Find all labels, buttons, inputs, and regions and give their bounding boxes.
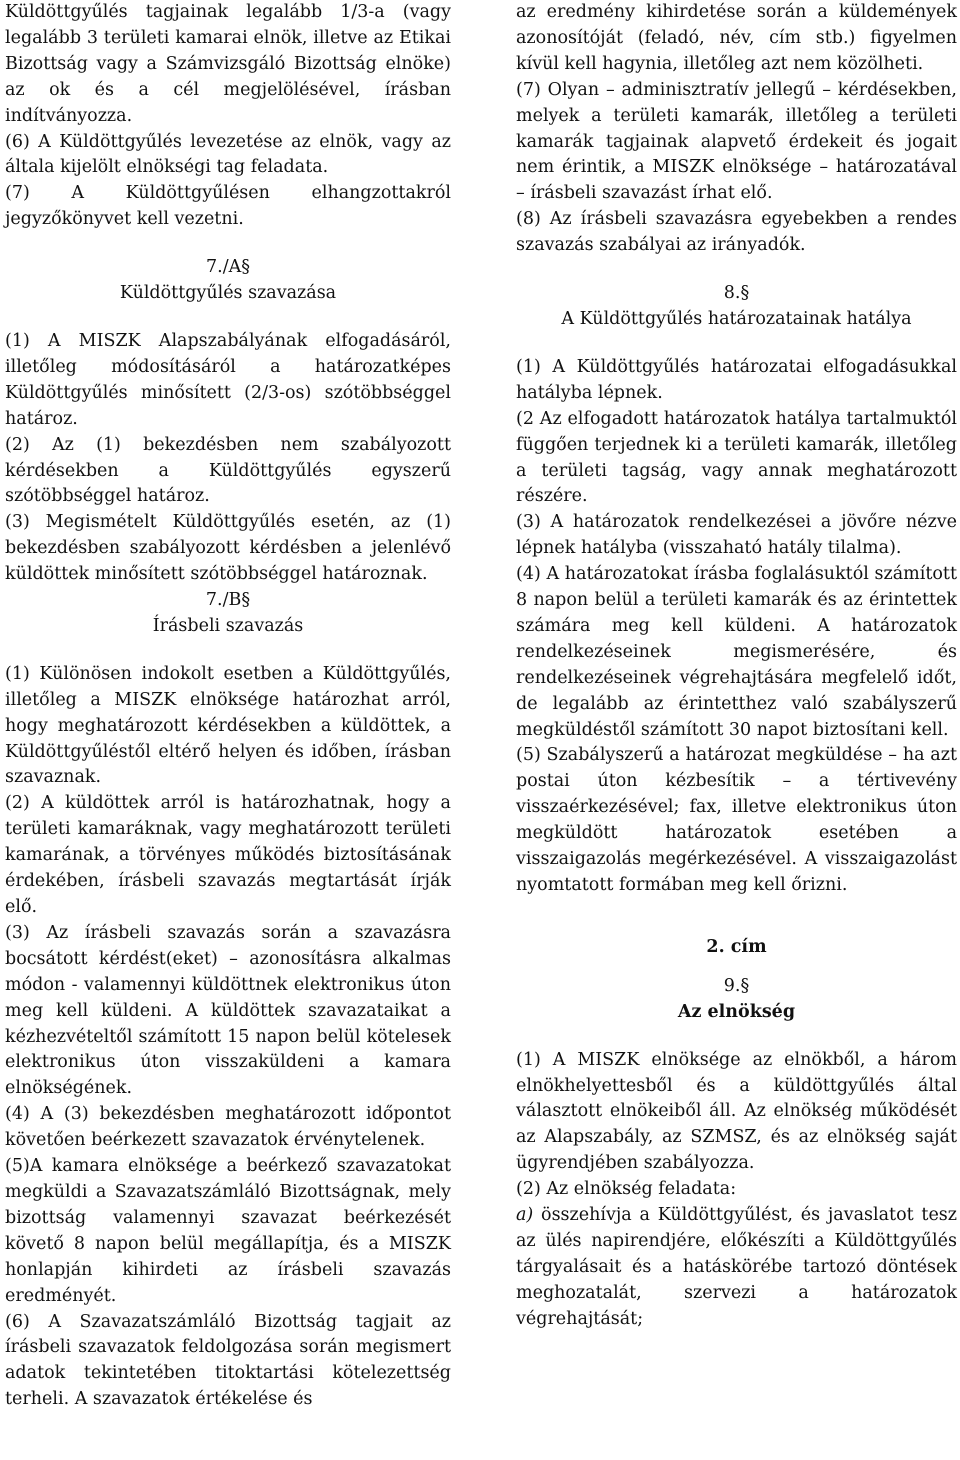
section-8-title: A Küldöttgyűlés határozatainak hatálya	[561, 308, 912, 329]
section-7b-paragraph-3: (3) Az írásbeli szavazás során a szavazásra bocsátott kérdést(eket) – azonosításra alkalmas módon - valamennyi küldöttnek elektronikus úton meg kell küldeni. A küldöttek szavazataikat a kézhezvételtől számított 15 napon belül kötelesek elektronikus úton visszaküldeni a kamara elnökségének.	[5, 922, 451, 1099]
section-9-paragraph-2: (2) Az elnökség feladata:	[516, 1179, 737, 1200]
chapter-heading: 2. cím	[706, 936, 767, 957]
paragraph-7: (7) Olyan – adminisztratív jellegű – kérdésekben, melyek a területi kamarák, illetőleg a területi kamarák tagjainak alapvető érdekeit és jogait nem érintik, a MISZK elnöksége – határozatával – írásbeli szavazást írhat elő.	[516, 79, 957, 204]
section-7a-paragraph-2: (2) Az (1) bekezdésben nem szabályozott kérdésekben a Küldöttgyűlés egyszerű szótöbbséggel határoz.	[5, 434, 451, 507]
left-column	[5, 0, 451, 1413]
paragraph-7: (7) A Küldöttgyűlésen elhangzottakról jegyzőkönyvet kell vezetni.	[5, 183, 451, 230]
paragraph-8: (8) Az írásbeli szavazásra egyebekben a rendes szavazás szabályai az irányadók.	[516, 209, 957, 256]
section-7a-title: Küldöttgyűlés szavazása	[119, 283, 337, 304]
section-8-paragraph-2: (2 Az elfogadott határozatok hatálya tartalmuktól függően terjednek ki a területi kamarák, illetőleg a területi tagság, vagy annak meghatározott részére.	[516, 408, 957, 507]
section-7a-number: 7./A§	[206, 257, 250, 278]
continuation-paragraph: az eredmény kihirdetése során a küldemények azonosítóját (feladó, név, cím stb.) figyelmen kívül kell hagynia, illetőleg azt nem közölheti.	[516, 2, 957, 74]
section-8-paragraph-3: (3) A határozatok rendelkezései a jövőre nézve lépnek hatályba (visszaható hatály tilalma).	[516, 512, 957, 559]
paragraph-intro: Küldöttgyűlés tagjainak legalább 1/3-a (vagy legalább 3 területi kamarai elnök, illetve az Etikai Bizottság vagy a Számvizsgáló Bizottság elnöke) az ok és a cél megjelölésével, írásban indítványozza.	[5, 2, 451, 126]
section-9-paragraph-1: (1) A MISZK elnöksége az elnökből, a három elnökhelyettesből és a küldöttgyűlés által választott elnökeiből áll. Az elnökség működését az Alapszabály, az SZMSZ, és az elnökség saját ügyrendjében szabályozza.	[516, 1049, 957, 1174]
section-8-paragraph-4: (4) A határozatokat írásba foglalásuktól számított 8 napon belül a területi kamarák és az érintettek számára meg kell küldeni. A határozatok rendelkezéseinek megismerésére, és rendelkezéseinek végrehajtására megfelelő időt, de legalább az érintetthez való szabályszerű megküldéstől számított 30 napot biztosítani kell.	[516, 564, 957, 740]
section-8-number: 8.§	[723, 283, 750, 304]
section-7b-paragraph-1: (1) Különösen indokolt esetben a Küldöttgyűlés, illetőleg a MISZK elnöksége határozhat arról, hogy meghatározott kérdésekben a küldöttek, a Küldöttgyűléstől eltérő helyen és időben, írásban szavaznak.	[5, 663, 451, 788]
section-7b-paragraph-6: (6) A Szavazatszámláló Bizottság tagjait az írásbeli szavazatok feldolgozása során megismert adatok tekintetében titoktartási kötelezettség terheli. A szavazatok értékelése és	[5, 1311, 451, 1410]
item-a-marker: a)	[516, 1205, 534, 1226]
section-7b-title: Írásbeli szavazás	[152, 615, 304, 636]
section-7a-paragraph-3: (3) Megismételt Küldöttgyűlés esetén, az (1) bekezdésben szabályozott kérdésben a jelenlévő küldöttek minősített szótöbbséggel határoznak.	[5, 512, 451, 585]
paragraph-6: (6) A Küldöttgyűlés levezetése az elnök, vagy az általa kijelölt elnökségi tag feladata.	[5, 131, 451, 178]
section-9-number: 9.§	[723, 975, 750, 996]
right-column	[516, 0, 957, 1333]
section-7a-paragraph-1: (1) A MISZK Alapszabályának elfogadásáról, illetőleg módosításáról a határozatképes Küldöttgyűlés minősített (2/3-os) szótöbbséggel határoz.	[5, 330, 451, 429]
item-a-text: összehívja a Küldöttgyűlést, és javaslatot tesz az ülés napirendjére, előkészíti a Küldöttgyűlés tárgyalásait és a hatáskörébe tartozó döntések meghozatalát, szervezi a határozatok végrehajtását;	[516, 1205, 957, 1329]
section-9-item-a	[516, 1203, 957, 1333]
section-7b-paragraph-4: (4) A (3) bekezdésben meghatározott időpontot követően beérkezett szavazatok érvénytelenek.	[5, 1104, 451, 1151]
section-7b-number: 7./B§	[205, 590, 251, 611]
section-7b-paragraph-5: (5)A kamara elnöksége a beérkező szavazatokat megküldi a Szavazatszámláló Bizottságnak, mely bizottság valamennyi szavazat beérkezését követő 8 napon belül megállapítja, és a MISZK honlapján kihirdeti az írásbeli szavazás eredményét.	[5, 1156, 451, 1306]
section-7b-paragraph-2: (2) A küldöttek arról is határozhatnak, hogy a területi kamaráknak, vagy meghatározott területi kamarának, a törvényes működés biztosításának érdekében, írásbeli szavazás megtartását írják elő.	[5, 793, 451, 917]
section-8-paragraph-5: (5) Szabályszerű a határozat megküldése – ha azt postai úton kézbesítik – a tértivevény visszaérkezésével; fax, illetve elektronikus úton megküldött határozatok esetében a visszaigazolás megérkezésével. A visszaigazolást nyomtatott formában meg kell őrizni.	[516, 745, 957, 895]
section-8-paragraph-1: (1) A Küldöttgyűlés határozatai elfogadásukkal hatályba lépnek.	[516, 356, 957, 403]
section-9-title: Az elnökség	[677, 1001, 796, 1022]
